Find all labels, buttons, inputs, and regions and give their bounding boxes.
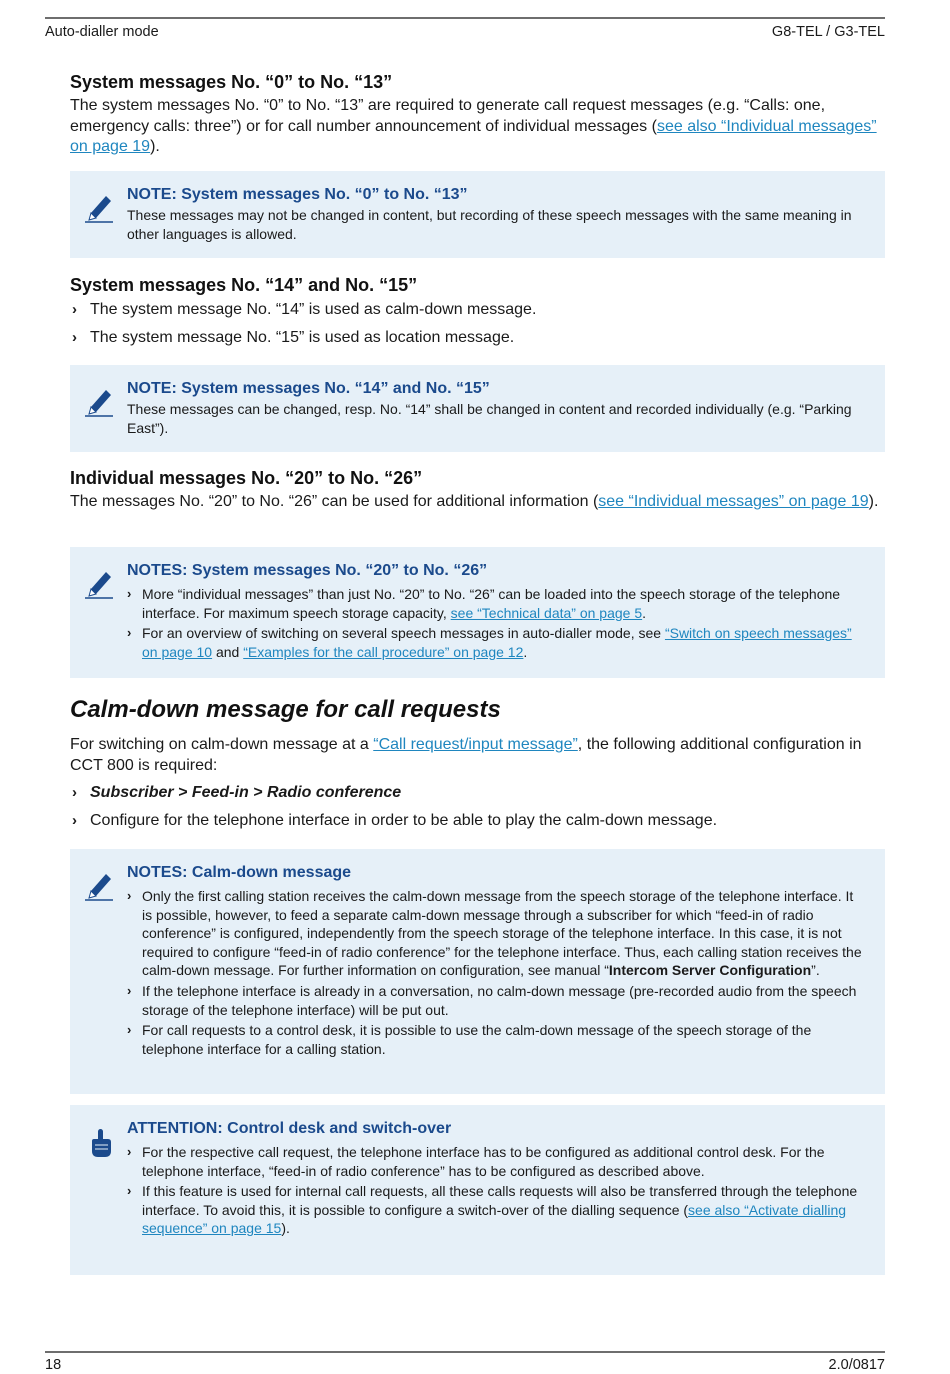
cross-reference-link[interactable]: see “Individual messages” on page 19 bbox=[598, 493, 869, 510]
list-item: › Only the first calling station receives the calm-down message from the speech storage of the telephone interface. It is possible, however, to feed a separate calm-down message through a subscriber for which “feed-in of radio conference” is configured, independently from the speech storage of the telephone interface. In this case, it is not required to configure “feed-in of radio conference” for the telephone interface. Thus, each calling station receives the calm-down message. For further information on configuration, see manual “Intercom Server Configuration”. bbox=[127, 888, 862, 979]
note-title: NOTE: System messages No. “0” to No. “13” bbox=[127, 186, 468, 203]
note-body: These messages may not be changed in content, but recording of these speech messages with the same meaning in other languages is allowed. bbox=[127, 207, 852, 242]
section-heading: System messages No. “0” to No. “13” bbox=[70, 72, 393, 92]
chevron-right-icon: › bbox=[127, 1144, 132, 1159]
chevron-right-icon: › bbox=[127, 586, 132, 601]
list-item: › The system message No. “14” is used as calm-down message. bbox=[70, 300, 885, 321]
chevron-right-icon: › bbox=[72, 784, 77, 801]
list-item: › For call requests to a control desk, it is possible to use the calm-down message of the speech storage of the telephone interface for a calling station. bbox=[127, 1022, 812, 1057]
attention-box-control-desk bbox=[70, 1105, 885, 1275]
chevron-right-icon: › bbox=[127, 625, 132, 641]
list-item: › Configure for the telephone interface in order to be able to play the calm-down message. bbox=[70, 811, 885, 832]
note-bullet-list bbox=[127, 887, 867, 1058]
page-number: 18 bbox=[45, 1357, 62, 1373]
section-individual-messages-20-26 bbox=[70, 467, 885, 513]
header-rule bbox=[45, 17, 885, 19]
note-title: NOTES: Calm-down message bbox=[127, 864, 352, 881]
section-paragraph: The messages No. “20” to No. “26” can be used for additional information (see “Individual messages” on page 19). bbox=[70, 493, 879, 510]
pencil-icon bbox=[84, 869, 114, 901]
list-item: › If this feature is used for internal call requests, all these calls requests will also be transferred through the telephone interface. To avoid this, it is possible to configure a switch-over of the dialling sequence (see also “Activate dialling sequence” on page 15). bbox=[127, 1183, 858, 1237]
attention-title: ATTENTION: Control desk and switch-over bbox=[127, 1120, 452, 1137]
note-body: These messages can be changed, resp. No. “14” shall be changed in content and recorded individually (e.g. “Parking East”). bbox=[127, 401, 852, 436]
section-paragraph: For switching on calm-down message at a “Call request/input message”, the following additional configuration in CCT 800 is required: bbox=[70, 736, 862, 774]
note-box-calm-down-message bbox=[70, 849, 885, 1094]
bullet-list bbox=[70, 300, 885, 348]
cross-reference-link[interactable]: “Examples for the call procedure” on page 12 bbox=[243, 643, 524, 660]
list-item: › For the respective call request, the telephone interface has to be configured as additional control desk. For the telephone interface, “feed-in of radio conference” has to be configured as described above. bbox=[127, 1144, 825, 1179]
list-item: › More “individual messages” than just No. “20” to No. “26” can be loaded into the speech storage of the telephone interface. For maximum speech storage capacity, see “Technical data” on page 5. bbox=[127, 586, 841, 621]
bullet-list bbox=[70, 783, 885, 831]
note-bullet-list bbox=[127, 585, 867, 661]
header-product-name: G8-TEL / G3-TEL bbox=[771, 24, 885, 40]
list-item: › For an overview of switching on several speech messages in auto-dialler mode, see “Switch on speech messages” on page 10 and “Examples for the call procedure” on page 12. bbox=[127, 625, 852, 660]
cross-reference-link[interactable]: “Call request/input message” bbox=[373, 736, 578, 753]
header-section-title: Auto-dialler mode bbox=[45, 24, 159, 40]
chevron-right-icon: › bbox=[127, 1022, 132, 1038]
section-system-messages-0-13 bbox=[70, 71, 885, 158]
section-heading: Individual messages No. “20” to No. “26” bbox=[70, 468, 423, 488]
note-title: NOTES: System messages No. “20” to No. “26” bbox=[127, 562, 488, 579]
note-box-system-messages-0-13 bbox=[70, 171, 885, 258]
chevron-right-icon: › bbox=[72, 328, 77, 346]
pointing-hand-icon bbox=[86, 1127, 116, 1159]
section-system-messages-14-15 bbox=[70, 274, 885, 355]
section-calm-down-message bbox=[70, 695, 885, 838]
chevron-right-icon: › bbox=[72, 301, 77, 318]
section-paragraph: The system messages No. “0” to No. “13” are required to generate call request messages (e.g. “Calls: one, emergency calls: three”) or for call number announcement of individual messages (see also “Individual messages” on page 19). bbox=[70, 97, 877, 155]
cross-reference-link[interactable]: see “Technical data” on page 5 bbox=[450, 604, 643, 621]
chapter-heading: Calm-down message for call requests bbox=[70, 696, 501, 723]
chevron-right-icon: › bbox=[127, 1183, 132, 1199]
chevron-right-icon: › bbox=[127, 888, 132, 903]
cross-reference-link[interactable]: “Switch on speech messages” on page 10 bbox=[142, 625, 852, 660]
menu-path: Subscriber > Feed-in > Radio conference bbox=[90, 784, 402, 801]
chevron-right-icon: › bbox=[127, 982, 132, 998]
note-box-system-messages-20-26 bbox=[70, 547, 885, 678]
list-item: › If the telephone interface is already in a conversation, no calm-down message (pre-recorded audio from the speech storage of the telephone interface) will be put out. bbox=[127, 982, 857, 1018]
pencil-icon bbox=[84, 191, 114, 223]
list-item: › The system message No. “15” is used as location message. bbox=[70, 328, 885, 349]
list-item bbox=[70, 783, 885, 804]
cross-reference-link[interactable]: see also “Individual messages” on page 19 bbox=[70, 117, 877, 155]
pencil-icon bbox=[84, 567, 114, 599]
pencil-icon bbox=[84, 385, 114, 417]
manual-title: Intercom Server Configuration bbox=[608, 962, 812, 979]
section-heading: System messages No. “14” and No. “15” bbox=[70, 275, 418, 295]
cross-reference-link[interactable]: see also “Activate dialling sequence” on page 15 bbox=[142, 1201, 847, 1237]
note-box-system-messages-14-15 bbox=[70, 365, 885, 452]
chevron-right-icon: › bbox=[72, 811, 77, 829]
note-bullet-list bbox=[127, 1143, 867, 1238]
note-title: NOTE: System messages No. “14” and No. “15” bbox=[127, 380, 490, 397]
document-version: 2.0/0817 bbox=[828, 1357, 885, 1373]
footer-rule bbox=[45, 1351, 885, 1353]
